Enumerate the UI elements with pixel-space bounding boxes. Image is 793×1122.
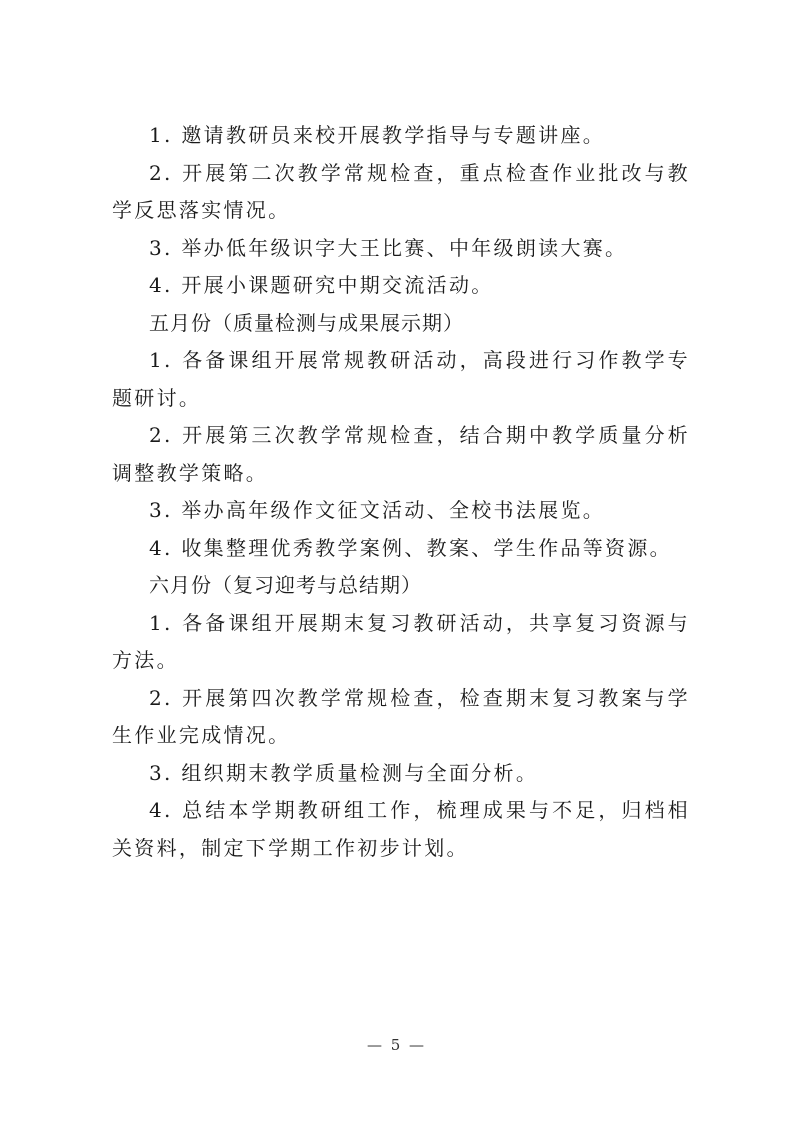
june-heading: 六月份（复习迎考与总结期） <box>149 573 422 597</box>
document-body <box>112 117 690 867</box>
april-item-2: 2. 开展第二次教学常规检查，重点检查作业批改与教学反思落实情况。 <box>112 160 690 222</box>
may-item-3: 3. 举办高年级作文征文活动、全校书法展览。 <box>149 498 606 522</box>
june-item-2: 2. 开展第四次教学常规检查，检查期末复习教案与学生作业完成情况。 <box>112 685 690 747</box>
april-item-3: 3. 举办低年级识字大王比赛、中年级朗读大赛。 <box>149 235 628 260</box>
june-item-3: 3. 组织期末教学质量检测与全面分析。 <box>149 760 539 785</box>
june-item-4: 4. 总结本学期教研组工作，梳理成果与不足，归档相关资料，制定下学期工作初步计划。 <box>112 798 690 860</box>
april-item-1: 1. 邀请教研员来校开展教学指导与专题讲座。 <box>149 123 606 147</box>
page-number: — 5 — <box>366 1036 427 1054</box>
may-item-4: 4. 收集整理优秀教学案例、教案、学生作品等资源。 <box>149 535 672 560</box>
may-item-2: 2. 开展第三次教学常规检查，结合期中教学质量分析调整教学策略。 <box>112 423 690 485</box>
may-item-1: 1. 各备课组开展常规教研活动，高段进行习作教学专题研讨。 <box>112 348 690 410</box>
may-heading: 五月份（质量检测与成果展示期） <box>149 310 464 335</box>
june-item-1: 1. 各备课组开展期末复习教研活动，共享复习资源与方法。 <box>112 610 690 672</box>
april-item-4: 4. 开展小课题研究中期交流活动。 <box>149 273 494 297</box>
